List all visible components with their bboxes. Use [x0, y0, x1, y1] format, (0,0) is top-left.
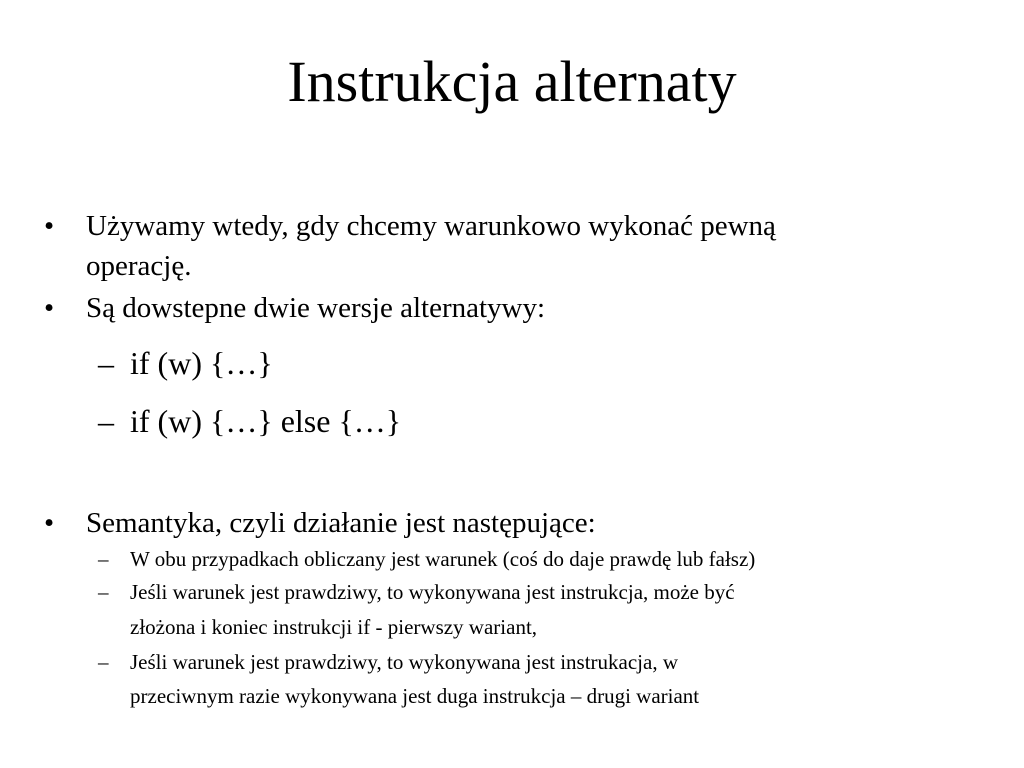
bullet-1-line-1: Używamy wtedy, gdy chcemy warunkowo wykonać pewną — [86, 210, 776, 242]
variant-1-code: if (w) {…} — [130, 345, 273, 381]
semantics-1-line-1: W obu przypadkach obliczany jest warunek (coś do daje prawdę lub fałsz) — [130, 547, 756, 571]
dash-icon: – — [98, 403, 114, 439]
bullet-3-line-1: Semantyka, czyli działanie jest następujące: — [86, 507, 596, 539]
bullet-1-line-2: operację. — [86, 250, 192, 282]
variant-2-code: if (w) {…} else {…} — [130, 403, 402, 439]
bullet-icon: • — [44, 507, 55, 539]
semantics-3-line-1: Jeśli warunek jest prawdziwy, to wykonywana jest instrukacja, w — [130, 650, 678, 674]
dash-icon: – — [98, 547, 109, 571]
bullet-icon: • — [44, 210, 55, 242]
slide-title: Instrukcja alternaty — [287, 49, 737, 114]
dash-icon: – — [98, 650, 109, 674]
semantics-2-line-2: złożona i koniec instrukcji if - pierwszy wariant, — [130, 615, 538, 639]
semantics-2-line-1: Jeśli warunek jest prawdziwy, to wykonywana jest instrukcja, może być — [130, 580, 735, 604]
dash-icon: – — [98, 580, 109, 604]
dash-icon: – — [98, 345, 114, 381]
bullet-icon: • — [44, 292, 55, 324]
bullet-2-line-1: Są dowstepne dwie wersje alternatywy: — [86, 292, 546, 324]
semantics-3-line-2: przeciwnym razie wykonywana jest duga instrukcja – drugi wariant — [130, 684, 700, 708]
